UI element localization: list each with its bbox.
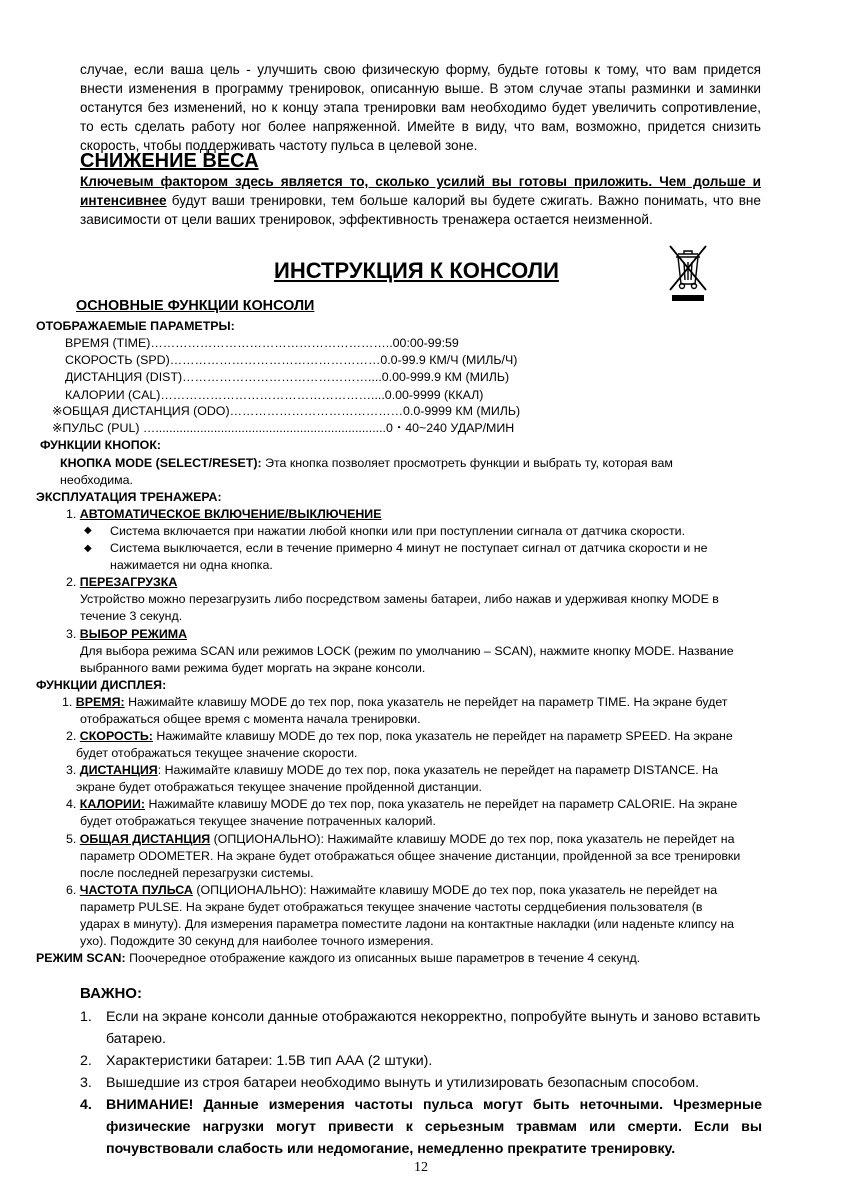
op3-text: Для выбора режима SCAN или режимов LOCK (режим по умолчанию – SCAN), нажмите кнопку MODE. Название: [80, 644, 734, 658]
df3-line2: экране будет отображаться текущее значение пройденной дистанции.: [76, 780, 482, 794]
op3-text-cont: выбранного вами режима будет моргать на экране консоли.: [80, 661, 426, 675]
mode-button-desc: [60, 455, 673, 472]
df5-text: (ОПЦИОНАЛЬНО): Нажимайте клавишу MODE до тех пор, пока указатель не перейдет на: [210, 832, 735, 846]
param-odometer: ※ОБЩАЯ ДИСТАНЦИЯ (ODO)……………………………………0.0-9999 КМ (МИЛЬ): [52, 404, 521, 418]
operation-heading: ЭКСПЛУАТАЦИЯ ТРЕНАЖЕРА:: [36, 490, 222, 504]
weight-loss-paragraph: [80, 172, 761, 229]
param-distance: ДИСТАНЦИЯ (DIST)………………………………………....0.00-999.9 КМ (МИЛЬ): [65, 370, 510, 384]
df2-line2: будет отображаться текущее значение скорости.: [76, 746, 358, 760]
df6-label: ЧАСТОТА ПУЛЬСА: [79, 883, 193, 897]
important-2: Характеристики батареи: 1.5В тип ААА (2 штуки).: [106, 1053, 433, 1069]
df2-line1: [66, 728, 733, 745]
console-title: ИНСТРУКЦИЯ К КОНСОЛИ: [274, 258, 559, 283]
df5-label: ОБЩАЯ ДИСТАНЦИЯ: [79, 832, 211, 846]
op3-title: [66, 626, 187, 643]
df1-label: ВРЕМЯ:: [75, 695, 125, 709]
important-2-num: 2.: [80, 1053, 92, 1069]
mode-button-text-cont: необходима.: [60, 473, 133, 487]
param-pulse: ※ПУЛЬС (PUL) …...................................................................0・40~240 УДАР/МИН: [52, 421, 515, 435]
df6-line4: ухо). Подождите 30 секунд для наиболее точного измерения.: [80, 934, 434, 948]
weight-loss-rest: будут ваши тренировки, тем больше калорий вы будете сжигать. Важно понимать, что вне зависимости от цели ваших тренировок, эффективность тренажера остается неизменной.: [80, 193, 761, 227]
param-speed: СКОРОСТЬ (SPD)……………………………………………0.0-99.9 КМ/Ч (МИЛЬ/Ч): [65, 353, 518, 367]
df4-num: 4.: [66, 797, 77, 811]
df3-label: ДИСТАНЦИЯ: [79, 763, 158, 777]
op3-title-text: ВЫБОР РЕЖИМА: [79, 627, 188, 641]
param-calories: КАЛОРИИ (CAL)……………………………………………....0.00-9999 (ККАЛ): [65, 388, 484, 402]
scan-label: РЕЖИМ SCAN:: [36, 951, 126, 965]
op1-bullet2-cont: нажимается ни одна кнопка.: [110, 558, 273, 572]
df4-text: Нажимайте клавишу MODE до тех пор, пока указатель не перейдет на параметр CALORIE. На экране: [145, 797, 738, 811]
scan-mode: [36, 950, 640, 967]
op2-text: Устройство можно перезагрузить либо посредством замены батареи, либо нажав и удерживая кнопку MODE в: [80, 592, 719, 606]
df2-num: 2.: [66, 729, 77, 743]
important-4-warning: ВНИМАНИЕ! Данные измерения частоты пульса могут быть неточными. Чрезмерные физические нагрузки могут привести к серьезным травмам или смерти. Если вы почувствовали слабость или недомогание, немедленно прекратите тренировку.: [106, 1097, 762, 1157]
op1-num: 1.: [66, 507, 77, 521]
display-params-heading: ОТОБРАЖАЕМЫЕ ПАРАМЕТРЫ:: [36, 319, 235, 333]
page-number: 12: [414, 1160, 428, 1175]
df1-text: Нажимайте клавишу MODE до тех пор, пока указатель не перейдет на параметр TIME. На экране будет: [124, 695, 728, 709]
important-3-num: 3.: [80, 1075, 92, 1091]
important-4-num: 4.: [80, 1097, 92, 1113]
bullet-diamond-icon: ◆: [84, 525, 92, 536]
weee-bin-icon: [662, 240, 714, 304]
display-functions-heading: ФУНКЦИИ ДИСПЛЕЯ:: [36, 678, 167, 692]
df2-text: Нажимайте клавишу MODE до тех пор, пока указатель не перейдет на параметр SPEED. На экране: [152, 729, 733, 743]
scan-text: Поочередное отображение каждого из описанных выше параметров в течение 4 секунд.: [125, 951, 641, 965]
weight-loss-bold: Ключевым фактором здесь является то, сколько усилий вы готовы приложить. Чем дольше и интенсивнее: [80, 174, 761, 208]
df6-num: 6.: [66, 883, 77, 897]
df3-num: 3.: [66, 763, 77, 777]
important-1-num: 1.: [80, 1009, 92, 1025]
mode-button-text: Эта кнопка позволяет просмотреть функции и выбрать ту, которая вам: [261, 456, 673, 470]
df5-num: 5.: [66, 832, 77, 846]
important-1-line1: Если на экране консоли данные отображаются некорректно, попробуйте вынуть и заново вставить: [106, 1009, 761, 1025]
intro-paragraph: случае, если ваша цель - улучшить свою физическую форму, будьте готовы к тому, что вам придется внести изменения в программу тренировок, описанную выше. В этом случае этапы разминки и заминки останутся без изменений, но к концу этапа тренировки вам необходимо будет увеличить сопротивление, то есть сделать работу ног более напряженной. Имейте в виду, что вам, возможно, придется снизить скорость, чтобы поддерживать частоту пульса в целевой зоне.: [80, 62, 761, 153]
df6-line1: [66, 882, 717, 899]
important-heading: ВАЖНО:: [80, 985, 142, 1002]
param-time: ВРЕМЯ (TIME)…………………………………………………..00:00-99:59: [65, 336, 459, 350]
op1-title-text: АВТОМАТИЧЕСКОЕ ВКЛЮЧЕНИЕ/ВЫКЛЮЧЕНИЕ: [79, 507, 382, 521]
df4-label: КАЛОРИИ:: [79, 797, 145, 811]
df1-line1: [62, 694, 727, 711]
df6-line2: параметр PULSE. На экране будет отображаться текущее значение частоты сердцебиения пользователя (в: [80, 900, 703, 914]
op2-text-cont: течение 3 секунд.: [80, 609, 183, 623]
op1-bullet2: Система выключается, если в течение примерно 4 минут не поступает сигнал от датчика скорости и не: [110, 541, 708, 555]
df5-line3: после последней перезагрузки системы.: [80, 866, 314, 880]
op2-title-text: ПЕРЕЗАГРУЗКА: [79, 575, 178, 589]
df3-text: : Нажимайте клавишу MODE до тех пор, пока указатель не перейдет на параметр DISTANCE. На: [157, 763, 718, 777]
df4-line2: будет отображаться текущее значение потраченных калорий.: [80, 814, 436, 828]
op1-bullet1: Система включается при нажатии любой кнопки или при поступлении сигнала от датчика скорости.: [110, 524, 686, 538]
main-functions-heading: ОСНОВНЫЕ ФУНКЦИИ КОНСОЛИ: [76, 298, 315, 314]
df4-line1: [66, 796, 737, 813]
button-functions-heading: ФУНКЦИИ КНОПОК:: [40, 438, 162, 452]
op2-title: [66, 574, 177, 591]
df6-text: (ОПЦИОНАЛЬНО): Нажимайте клавишу MODE до тех пор, пока указатель не перейдет на: [192, 883, 718, 897]
op1-title: [66, 506, 381, 523]
df5-line1: [66, 831, 734, 848]
df6-line3: ударах в минуту). Для измерения параметра поместите ладони на контактные накладки (или наденьте клипсу на: [80, 917, 735, 931]
bullet-diamond-icon: ◆: [84, 543, 92, 554]
mode-button-label: КНОПКА MODE (SELECT/RESET):: [60, 456, 262, 470]
df5-line2: параметр ODOMETER. На экране будет отображаться общее значение дистанции, пройденной за все тренировки: [80, 849, 741, 863]
op2-num: 2.: [66, 575, 77, 589]
op3-num: 3.: [66, 627, 77, 641]
df1-num: 1.: [62, 695, 73, 709]
df3-line1: [66, 762, 718, 779]
df2-label: СКОРОСТЬ:: [79, 729, 153, 743]
df1-line2: отображаться общее время с момента начала тренировки.: [80, 712, 421, 726]
weight-loss-heading: СНИЖЕНИЕ ВЕСА: [80, 150, 259, 172]
important-1-line2: батарею.: [106, 1031, 166, 1047]
important-3: Вышедшие из строя батареи необходимо вынуть и утилизировать безопасным способом.: [106, 1075, 700, 1091]
